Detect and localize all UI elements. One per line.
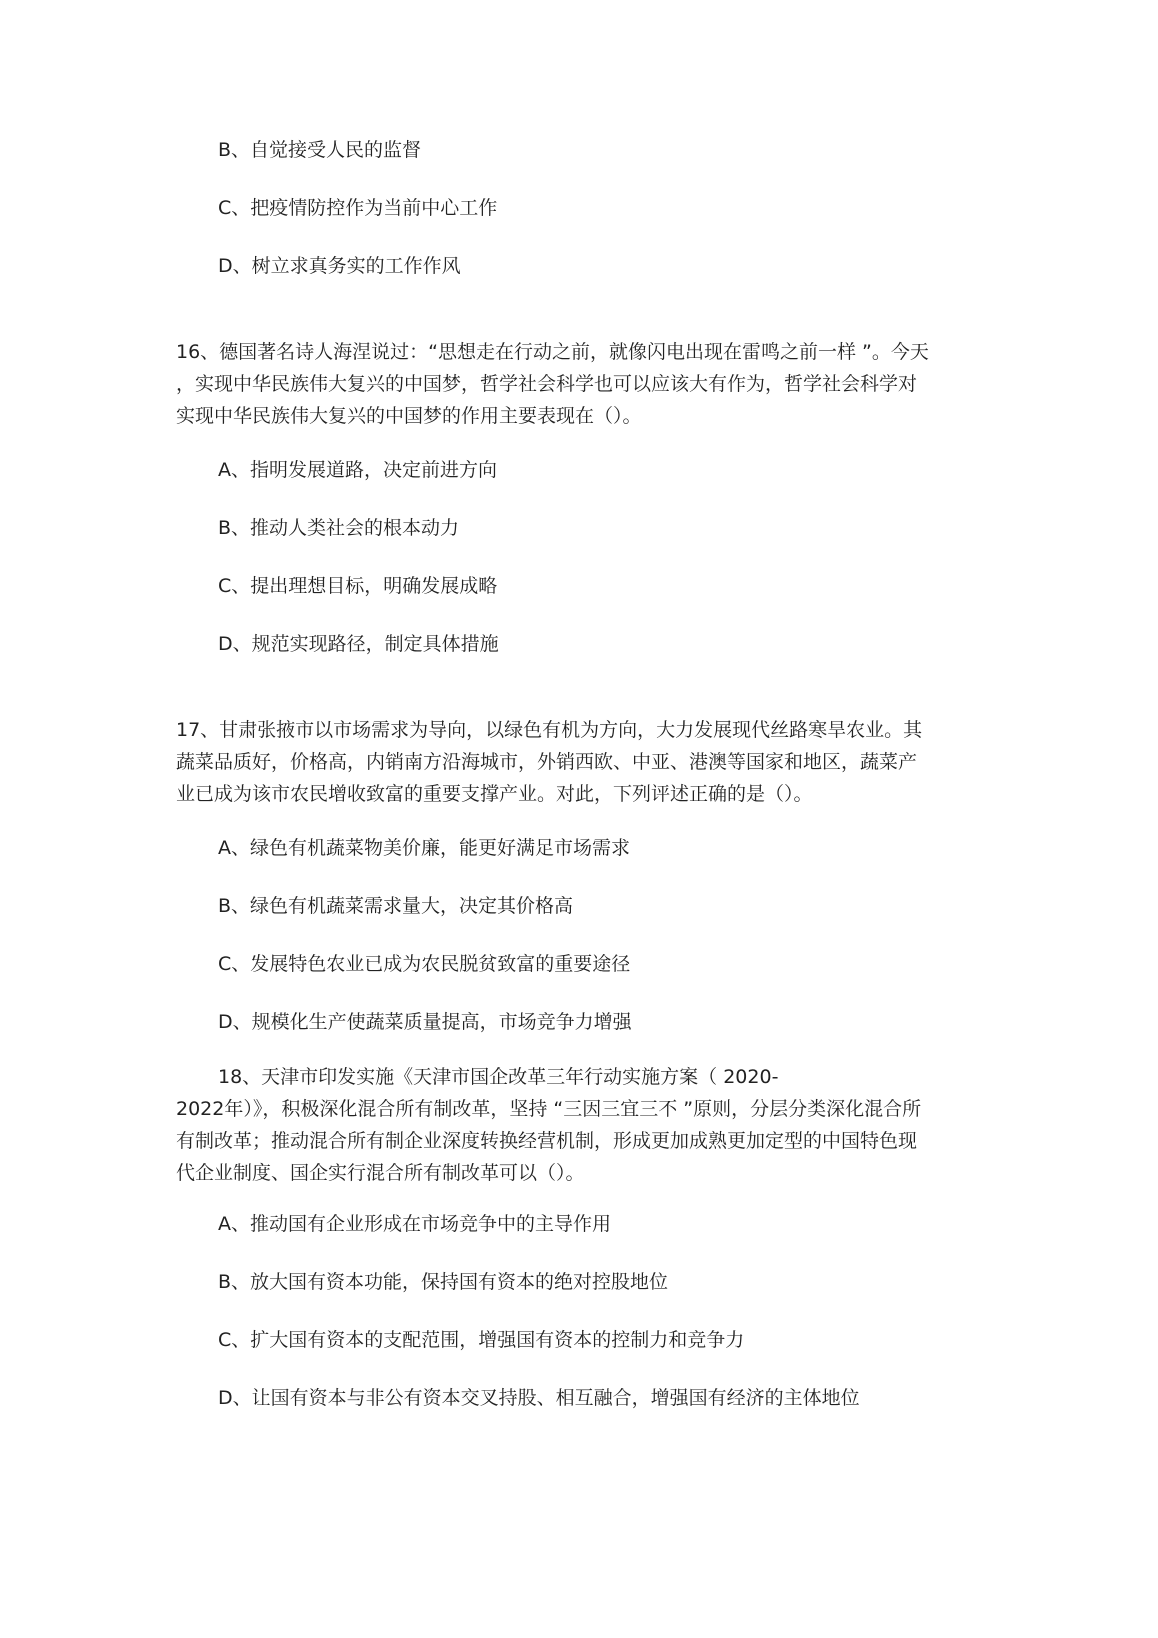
q16-option-a: A、指明发展道路，决定前进方向 [218,459,497,481]
q18-option-a: A、推动国有企业形成在市场竞争中的主导作用 [218,1213,611,1235]
q17-stem-line: 业已成为该市农民增收致富的重要支撑产业。对此，下列评述正确的是（）。 [176,783,813,805]
q16-option-d: D、规范实现路径，制定具体措施 [218,633,499,655]
q18-stem-line: 代企业制度、国企实行混合所有制改革可以（）。 [176,1162,585,1184]
q17-option-a: A、绿色有机蔬菜物美价廉，能更好满足市场需求 [218,837,630,859]
q17-option-c: C、发展特色农业已成为农民脱贫致富的重要途径 [218,953,631,975]
q17-option-d: D、规模化生产使蔬菜质量提高，市场竞争力增强 [218,1011,632,1033]
q16-stem-line: ，实现中华民族伟大复兴的中国梦，哲学社会科学也可以应该大有作为，哲学社会科学对 [176,373,918,395]
q16-stem-line: 实现中华民族伟大复兴的中国梦的作用主要表现在（）。 [176,405,642,427]
q16-stem [176,336,981,432]
q18-option-d: D、让国有资本与非公有资本交叉持股、相互融合，增强国有经济的主体地位 [218,1387,860,1409]
q18-stem [176,1061,981,1189]
q17-option-b: B、绿色有机蔬菜需求量大，决定其价格高 [218,895,574,917]
q15-option-c: C、把疫情防控作为当前中心工作 [218,197,498,219]
q18-stem-line: 有制改革；推动混合所有制企业深度转换经营机制，形成更加成熟更加定型的中国特色现 [176,1130,918,1152]
q17-stem [176,714,981,810]
q18-option-b: B、放大国有资本功能，保持国有资本的绝对控股地位 [218,1271,669,1293]
q15-option-b: B、自觉接受人民的监督 [218,139,422,161]
q18-option-c: C、扩大国有资本的支配范围，增强国有资本的控制力和竞争力 [218,1329,745,1351]
q18-stem-line: 2022年）》，积极深化混合所有制改革，坚持 “三因三宜三不 ”原则，分层分类深化混合所 [176,1098,922,1120]
q16-stem-line: 16、德国著名诗人海涅说过：“思想走在行动之前，就像闪电出现在雷鸣之前一样 ”。今天 [176,341,929,363]
q17-stem-line: 蔬菜品质好，价格高，内销南方沿海城市，外销西欧、中亚、港澳等国家和地区，蔬菜产 [176,751,918,773]
q16-option-b: B、推动人类社会的根本动力 [218,517,460,539]
q15-option-d: D、树立求真务实的工作作风 [218,255,461,277]
q16-option-c: C、提出理想目标，明确发展成略 [218,575,498,597]
q17-stem-line: 17、甘肃张掖市以市场需求为导向，以绿色有机为方向，大力发展现代丝路寒旱农业。其 [176,719,923,741]
q18-stem-line: 18、天津市印发实施《天津市国企改革三年行动实施方案（ 2020- [218,1066,779,1088]
